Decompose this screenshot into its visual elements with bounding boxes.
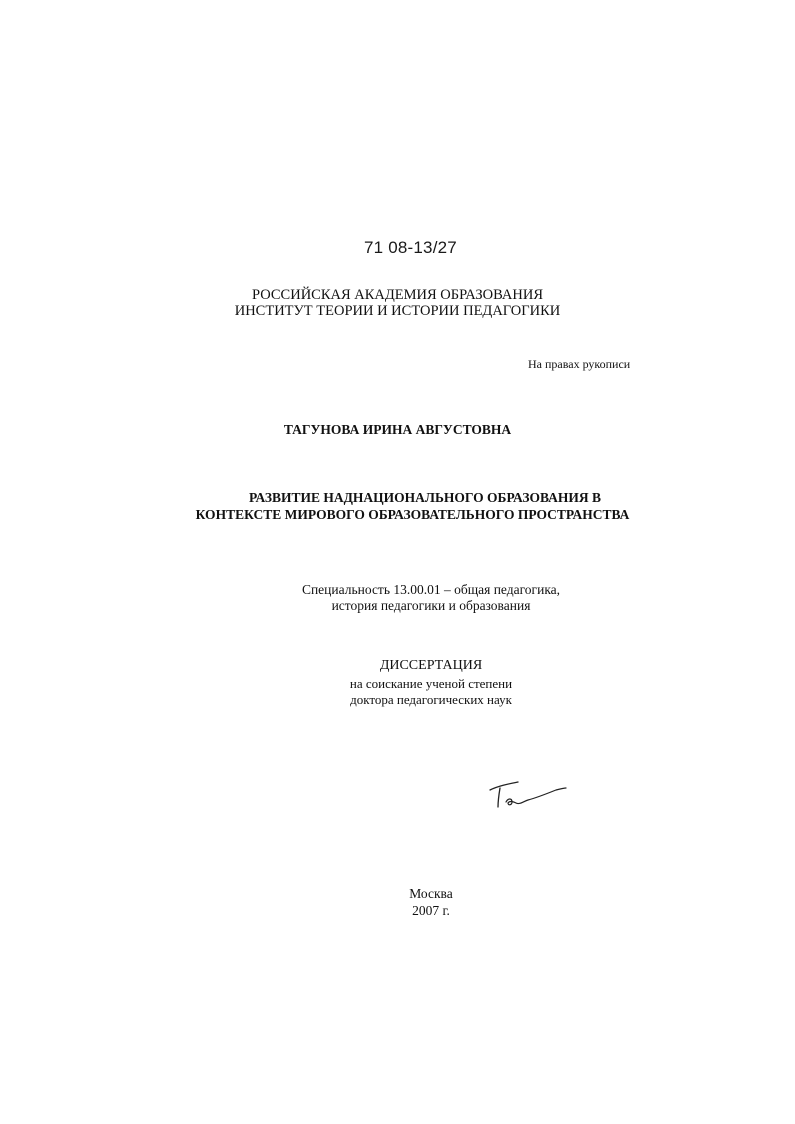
registration-number: 71 08-13/27 <box>364 238 457 257</box>
specialty-line-1: Специальность 13.00.01 – общая педагогика, <box>301 582 561 597</box>
year: 2007 г. <box>412 903 450 918</box>
rights-notice: На правах рукописи <box>528 357 631 371</box>
degree-line-1: на соискание ученой степени <box>349 676 513 691</box>
organization-name: РОССИЙСКАЯ АКАДЕМИЯ ОБРАЗОВАНИЯ <box>251 287 543 303</box>
title-line-2: КОНТЕКСТЕ МИРОВОГО ОБРАЗОВАТЕЛЬНОГО ПРОСТРАНСТВА <box>195 507 630 522</box>
title-line-1: РАЗВИТИЕ НАДНАЦИОНАЛЬНОГО ОБРАЗОВАНИЯ В <box>248 490 602 505</box>
city: Москва <box>409 886 453 901</box>
work-type: ДИССЕРТАЦИЯ <box>379 658 483 673</box>
institute-name: ИНСТИТУТ ТЕОРИИ И ИСТОРИИ ПЕДАГОГИКИ <box>234 303 561 319</box>
specialty-line-2: история педагогики и образования <box>331 598 531 613</box>
author-name: ТАГУНОВА ИРИНА АВГУСТОВНА <box>283 422 512 437</box>
handwritten-signature-icon <box>486 776 572 816</box>
degree-line-2: доктора педагогических наук <box>350 692 512 707</box>
